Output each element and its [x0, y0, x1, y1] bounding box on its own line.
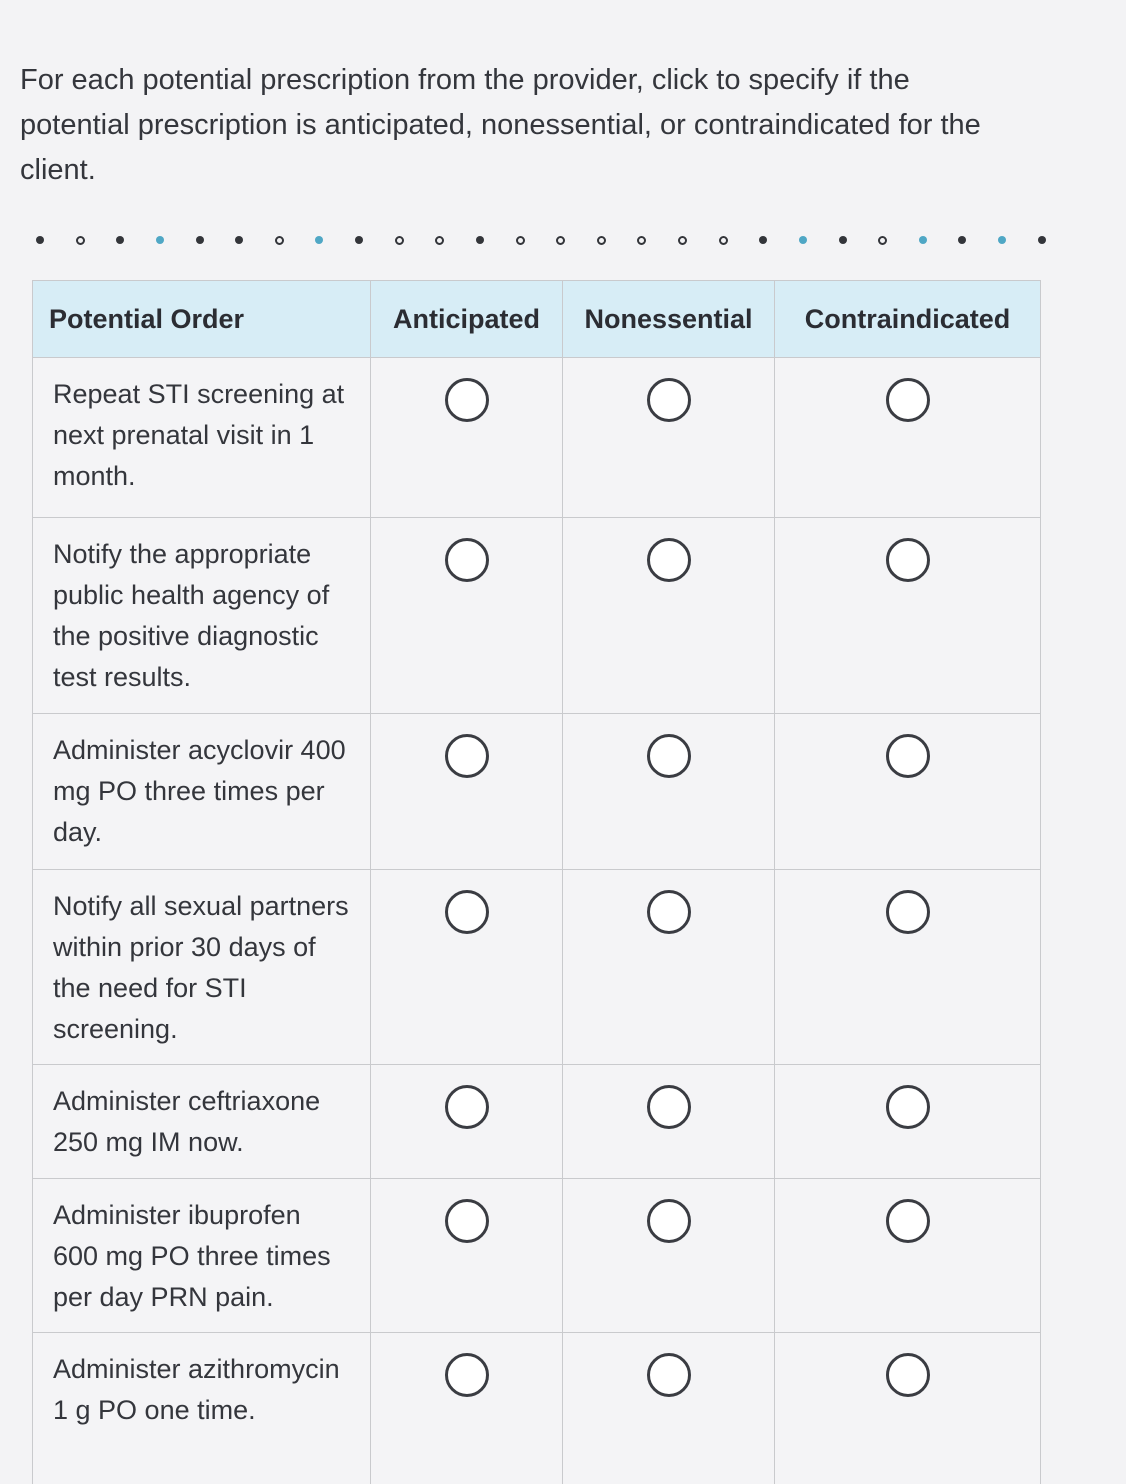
prescription-matrix — [32, 280, 1041, 1484]
progress-dot-filled — [116, 236, 124, 244]
header-potential-order: Potential Order — [33, 281, 371, 358]
radio-anticipated[interactable] — [445, 1353, 489, 1397]
radio-anticipated[interactable] — [445, 734, 489, 778]
question-instructions: For each potential prescription from the provider, click to specify if the potential prescription is anticipated, nonessential, or contraindicated for the client. — [20, 64, 981, 186]
header-anticipated: Anticipated — [371, 281, 563, 358]
radio-contraindicated[interactable] — [886, 1353, 930, 1397]
radio-anticipated[interactable] — [445, 1199, 489, 1243]
table-row — [33, 358, 1041, 518]
progress-dot-current — [156, 236, 164, 244]
progress-dot-current — [998, 236, 1006, 244]
radio-nonessential[interactable] — [647, 1085, 691, 1129]
order-text: Notify all sexual partners within prior 30 days of the need for STI screening. — [33, 870, 371, 1065]
radio-contraindicated[interactable] — [886, 890, 930, 934]
radio-nonessential[interactable] — [647, 890, 691, 934]
table-row — [33, 714, 1041, 870]
radio-anticipated[interactable] — [445, 378, 489, 422]
order-text: Administer acyclovir 400 mg PO three times per day. — [33, 714, 371, 870]
radio-anticipated[interactable] — [445, 1085, 489, 1129]
radio-contraindicated[interactable] — [886, 538, 930, 582]
progress-indicator — [36, 232, 1046, 248]
progress-dot-open — [597, 236, 606, 245]
progress-dot-filled — [355, 236, 363, 244]
progress-dot-open — [76, 236, 85, 245]
progress-dot-filled — [36, 236, 44, 244]
radio-contraindicated[interactable] — [886, 734, 930, 778]
radio-contraindicated[interactable] — [886, 378, 930, 422]
progress-dot-filled — [839, 236, 847, 244]
progress-dot-current — [799, 236, 807, 244]
progress-dot-filled — [759, 236, 767, 244]
header-nonessential: Nonessential — [563, 281, 775, 358]
progress-dot-open — [275, 236, 284, 245]
order-text: Administer azithromycin 1 g PO one time. — [33, 1333, 371, 1484]
progress-dot-open — [435, 236, 444, 245]
progress-dot-filled — [476, 236, 484, 244]
order-text: Administer ceftriaxone 250 mg IM now. — [33, 1065, 371, 1179]
order-text: Administer ibuprofen 600 mg PO three times per day PRN pain. — [33, 1179, 371, 1333]
order-text: Repeat STI screening at next prenatal visit in 1 month. — [33, 358, 371, 518]
header-row — [33, 281, 1041, 358]
progress-dot-filled — [196, 236, 204, 244]
radio-contraindicated[interactable] — [886, 1199, 930, 1243]
radio-nonessential[interactable] — [647, 1199, 691, 1243]
radio-anticipated[interactable] — [445, 538, 489, 582]
table-row — [33, 518, 1041, 714]
radio-contraindicated[interactable] — [886, 1085, 930, 1129]
order-text: Notify the appropriate public health agency of the positive diagnostic test results. — [33, 518, 371, 714]
header-contraindicated: Contraindicated — [775, 281, 1041, 358]
progress-dot-open — [678, 236, 687, 245]
progress-dot-open — [878, 236, 887, 245]
radio-nonessential[interactable] — [647, 538, 691, 582]
radio-nonessential[interactable] — [647, 378, 691, 422]
progress-dot-open — [637, 236, 646, 245]
radio-nonessential[interactable] — [647, 734, 691, 778]
progress-dot-filled — [958, 236, 966, 244]
progress-dot-filled — [235, 236, 243, 244]
progress-dot-open — [516, 236, 525, 245]
table-row — [33, 1065, 1041, 1179]
progress-dot-current — [919, 236, 927, 244]
progress-dot-current — [315, 236, 323, 244]
radio-nonessential[interactable] — [647, 1353, 691, 1397]
progress-dot-filled — [1038, 236, 1046, 244]
table-row — [33, 1179, 1041, 1333]
table-row — [33, 870, 1041, 1065]
progress-dot-open — [395, 236, 404, 245]
progress-dot-open — [719, 236, 728, 245]
table-row — [33, 1333, 1041, 1484]
progress-dot-open — [556, 236, 565, 245]
radio-anticipated[interactable] — [445, 890, 489, 934]
